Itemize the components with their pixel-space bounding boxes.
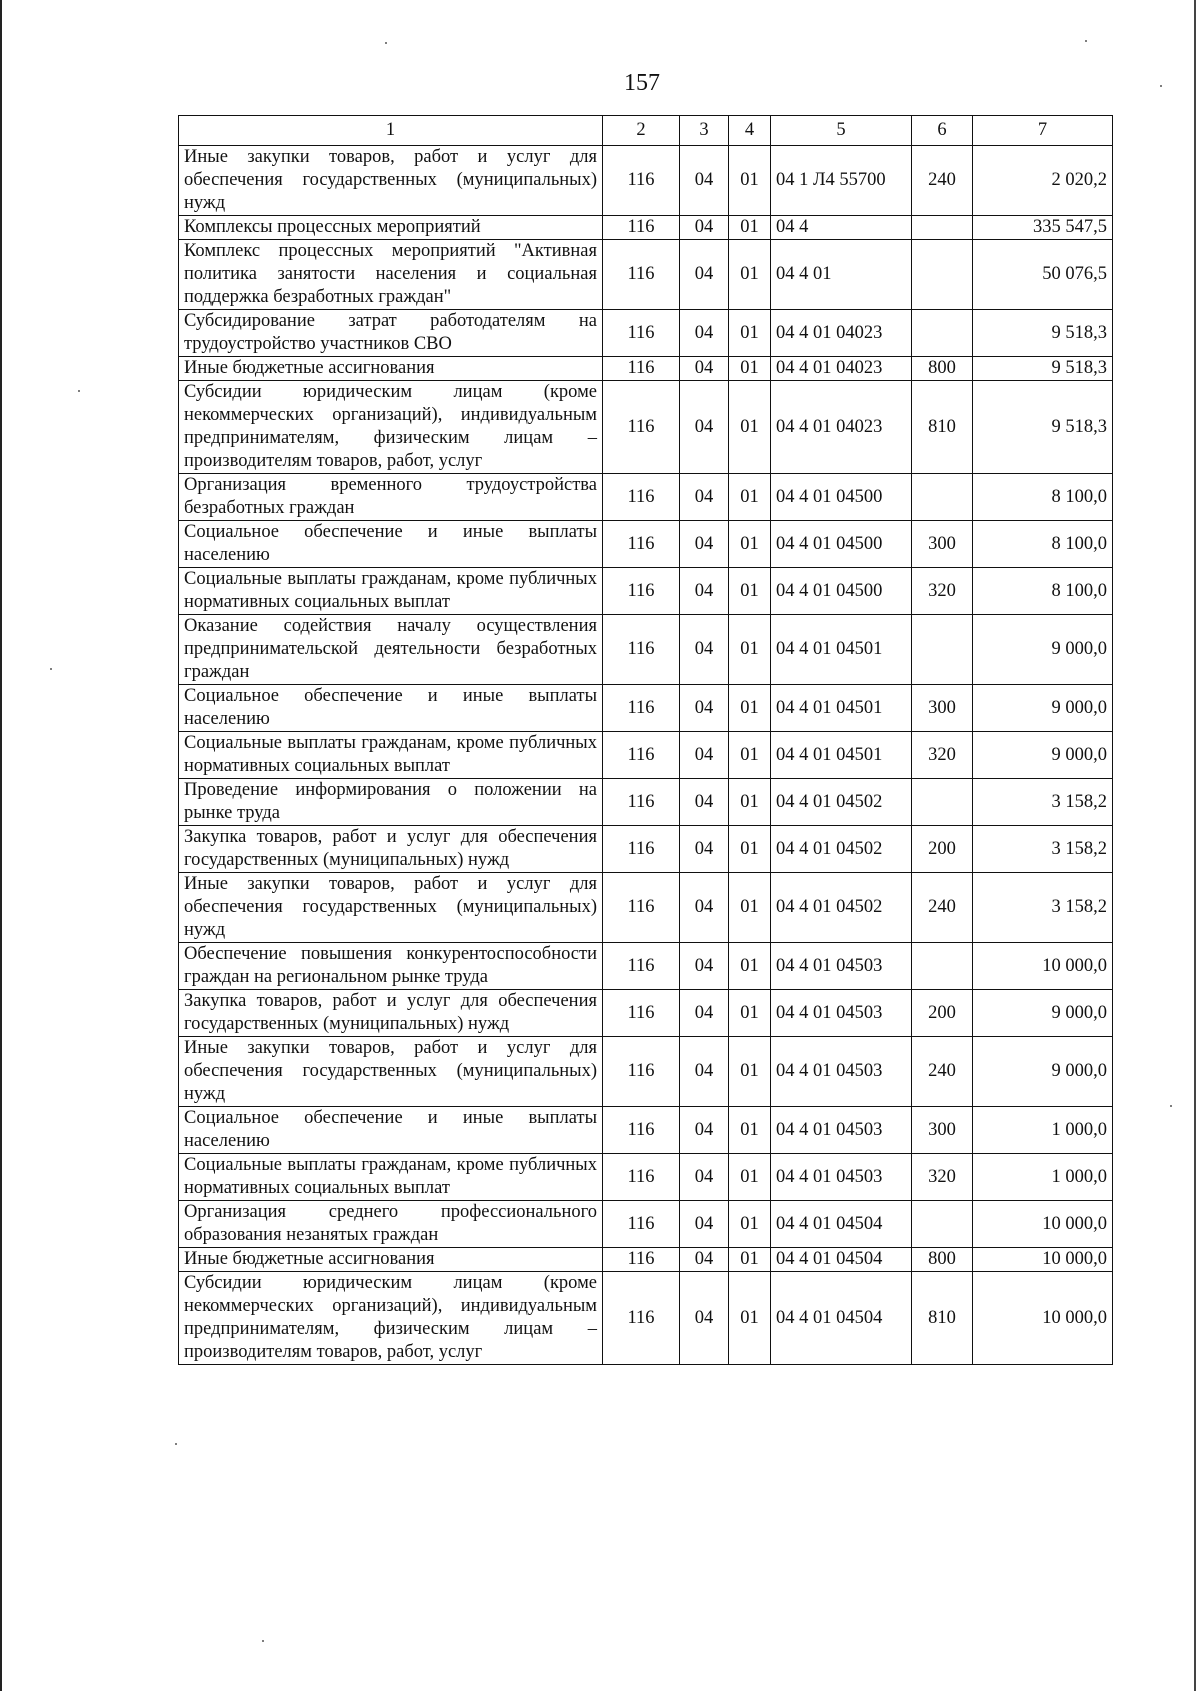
row-rz-cell: 04: [680, 310, 729, 357]
row-vr-cell: [912, 216, 973, 240]
row-vr-cell: 300: [912, 1107, 973, 1154]
row-name-cell: Социальное обеспечение и иные выплаты населению: [179, 1107, 603, 1154]
row-pr-cell: 01: [729, 216, 771, 240]
row-rz-cell: 04: [680, 240, 729, 310]
row-name-cell: Оказание содействия началу осуществления предпринимательской деятельности безработных граждан: [179, 615, 603, 685]
row-rz-cell: 04: [680, 568, 729, 615]
row-rz-cell: 04: [680, 1037, 729, 1107]
table-row: [179, 732, 1113, 779]
row-ved-cell: 116: [603, 568, 680, 615]
row-ved-cell: 116: [603, 146, 680, 216]
row-vr-cell: [912, 310, 973, 357]
row-ved-cell: 116: [603, 1248, 680, 1272]
row-name-cell: Социальное обеспечение и иные выплаты населению: [179, 685, 603, 732]
row-csr-cell: 04 4 01 04023: [771, 381, 912, 474]
table-row: [179, 216, 1113, 240]
row-amount-cell: 3 158,2: [973, 826, 1113, 873]
row-vr-cell: [912, 615, 973, 685]
row-amount-cell: 10 000,0: [973, 943, 1113, 990]
row-pr-cell: 01: [729, 357, 771, 381]
row-ved-cell: 116: [603, 826, 680, 873]
row-ved-cell: 116: [603, 1272, 680, 1365]
row-pr-cell: 01: [729, 615, 771, 685]
scan-speck: [262, 1640, 264, 1642]
row-pr-cell: 01: [729, 1154, 771, 1201]
row-pr-cell: 01: [729, 779, 771, 826]
row-ved-cell: 116: [603, 732, 680, 779]
row-name-cell: Организация среднего профессионального образования незанятых граждан: [179, 1201, 603, 1248]
row-amount-cell: 10 000,0: [973, 1248, 1113, 1272]
row-rz-cell: 04: [680, 474, 729, 521]
row-ved-cell: 116: [603, 216, 680, 240]
row-pr-cell: 01: [729, 826, 771, 873]
scan-edge-left: [0, 0, 2, 1691]
table-row: [179, 1248, 1113, 1272]
row-amount-cell: 3 158,2: [973, 873, 1113, 943]
row-pr-cell: 01: [729, 474, 771, 521]
row-ved-cell: 116: [603, 1154, 680, 1201]
row-amount-cell: 50 076,5: [973, 240, 1113, 310]
row-rz-cell: 04: [680, 381, 729, 474]
row-ved-cell: 116: [603, 943, 680, 990]
table-body: [179, 146, 1113, 1365]
table-row: [179, 1154, 1113, 1201]
row-name-cell: Закупка товаров, работ и услуг для обеспечения государственных (муниципальных) нужд: [179, 990, 603, 1037]
table-row: [179, 381, 1113, 474]
row-pr-cell: 01: [729, 873, 771, 943]
header-col-2: 2: [603, 116, 680, 146]
row-name-cell: Организация временного трудоустройства безработных граждан: [179, 474, 603, 521]
row-pr-cell: 01: [729, 1107, 771, 1154]
scan-speck: [175, 1443, 177, 1445]
header-row: [179, 116, 1113, 146]
row-csr-cell: 04 4 01 04504: [771, 1272, 912, 1365]
row-rz-cell: 04: [680, 216, 729, 240]
row-csr-cell: 04 4 01 04503: [771, 1107, 912, 1154]
row-name-cell: Комплексы процессных мероприятий: [179, 216, 603, 240]
row-pr-cell: 01: [729, 1037, 771, 1107]
row-ved-cell: 116: [603, 615, 680, 685]
row-amount-cell: 9 000,0: [973, 1037, 1113, 1107]
row-ved-cell: 116: [603, 1037, 680, 1107]
row-csr-cell: 04 4 01 04503: [771, 1154, 912, 1201]
row-csr-cell: 04 4 01 04504: [771, 1248, 912, 1272]
row-name-cell: Субсидирование затрат работодателям на трудоустройство участников СВО: [179, 310, 603, 357]
table-row: [179, 521, 1113, 568]
table-row: [179, 240, 1113, 310]
row-ved-cell: 116: [603, 310, 680, 357]
row-rz-cell: 04: [680, 943, 729, 990]
table-row: [179, 779, 1113, 826]
row-amount-cell: 2 020,2: [973, 146, 1113, 216]
row-name-cell: Комплекс процессных мероприятий "Активная политика занятости населения и социальная поддержка безработных граждан": [179, 240, 603, 310]
row-rz-cell: 04: [680, 146, 729, 216]
row-amount-cell: 9 518,3: [973, 381, 1113, 474]
table-row: [179, 943, 1113, 990]
row-pr-cell: 01: [729, 943, 771, 990]
row-name-cell: Проведение информирования о положении на рынке труда: [179, 779, 603, 826]
row-csr-cell: 04 4 01: [771, 240, 912, 310]
row-name-cell: Социальные выплаты гражданам, кроме публичных нормативных социальных выплат: [179, 1154, 603, 1201]
row-name-cell: Субсидии юридическим лицам (кроме некоммерческих организаций), индивидуальным предпринимателям, физическим лицам – производителям товаров, работ, услуг: [179, 1272, 603, 1365]
row-vr-cell: [912, 474, 973, 521]
row-amount-cell: 9 000,0: [973, 615, 1113, 685]
row-ved-cell: 116: [603, 474, 680, 521]
header-col-4: 4: [729, 116, 771, 146]
row-pr-cell: 01: [729, 1201, 771, 1248]
row-csr-cell: 04 4 01 04503: [771, 943, 912, 990]
table-row: [179, 474, 1113, 521]
row-rz-cell: 04: [680, 990, 729, 1037]
row-name-cell: Иные бюджетные ассигнования: [179, 1248, 603, 1272]
row-vr-cell: 200: [912, 990, 973, 1037]
row-rz-cell: 04: [680, 1107, 729, 1154]
row-ved-cell: 116: [603, 779, 680, 826]
row-vr-cell: 240: [912, 146, 973, 216]
row-rz-cell: 04: [680, 685, 729, 732]
table-row: [179, 1107, 1113, 1154]
row-amount-cell: 9 000,0: [973, 732, 1113, 779]
row-vr-cell: 810: [912, 381, 973, 474]
row-pr-cell: 01: [729, 1248, 771, 1272]
row-ved-cell: 116: [603, 521, 680, 568]
row-amount-cell: 9 518,3: [973, 357, 1113, 381]
row-amount-cell: 9 000,0: [973, 990, 1113, 1037]
row-rz-cell: 04: [680, 826, 729, 873]
header-col-7: 7: [973, 116, 1113, 146]
row-ved-cell: 116: [603, 381, 680, 474]
scan-speck: [50, 668, 52, 670]
row-csr-cell: 04 4 01 04501: [771, 685, 912, 732]
row-ved-cell: 116: [603, 1107, 680, 1154]
row-rz-cell: 04: [680, 1154, 729, 1201]
row-amount-cell: 1 000,0: [973, 1154, 1113, 1201]
row-pr-cell: 01: [729, 310, 771, 357]
row-amount-cell: 8 100,0: [973, 474, 1113, 521]
row-pr-cell: 01: [729, 568, 771, 615]
row-rz-cell: 04: [680, 1201, 729, 1248]
row-amount-cell: 8 100,0: [973, 568, 1113, 615]
table-header: [179, 116, 1113, 146]
row-pr-cell: 01: [729, 1272, 771, 1365]
table-row: [179, 1037, 1113, 1107]
row-name-cell: Иные закупки товаров, работ и услуг для обеспечения государственных (муниципальных) нужд: [179, 1037, 603, 1107]
row-name-cell: Закупка товаров, работ и услуг для обеспечения государственных (муниципальных) нужд: [179, 826, 603, 873]
header-col-3: 3: [680, 116, 729, 146]
row-amount-cell: 9 518,3: [973, 310, 1113, 357]
row-vr-cell: [912, 240, 973, 310]
row-vr-cell: [912, 779, 973, 826]
row-rz-cell: 04: [680, 357, 729, 381]
row-csr-cell: 04 4 01 04503: [771, 990, 912, 1037]
row-ved-cell: 116: [603, 990, 680, 1037]
row-amount-cell: 8 100,0: [973, 521, 1113, 568]
row-name-cell: Социальное обеспечение и иные выплаты населению: [179, 521, 603, 568]
row-rz-cell: 04: [680, 732, 729, 779]
row-csr-cell: 04 4 01 04504: [771, 1201, 912, 1248]
row-amount-cell: 1 000,0: [973, 1107, 1113, 1154]
row-csr-cell: 04 1 Л4 55700: [771, 146, 912, 216]
row-vr-cell: 320: [912, 732, 973, 779]
row-csr-cell: 04 4 01 04500: [771, 521, 912, 568]
row-csr-cell: 04 4: [771, 216, 912, 240]
row-csr-cell: 04 4 01 04503: [771, 1037, 912, 1107]
row-name-cell: Социальные выплаты гражданам, кроме публичных нормативных социальных выплат: [179, 568, 603, 615]
table-row: [179, 990, 1113, 1037]
table-row: [179, 146, 1113, 216]
row-pr-cell: 01: [729, 521, 771, 568]
row-vr-cell: 240: [912, 1037, 973, 1107]
row-pr-cell: 01: [729, 990, 771, 1037]
row-amount-cell: 10 000,0: [973, 1272, 1113, 1365]
row-pr-cell: 01: [729, 146, 771, 216]
row-name-cell: Иные закупки товаров, работ и услуг для обеспечения государственных (муниципальных) нужд: [179, 873, 603, 943]
table-row: [179, 826, 1113, 873]
row-pr-cell: 01: [729, 381, 771, 474]
row-amount-cell: 9 000,0: [973, 685, 1113, 732]
row-csr-cell: 04 4 01 04501: [771, 615, 912, 685]
row-csr-cell: 04 4 01 04500: [771, 568, 912, 615]
row-rz-cell: 04: [680, 615, 729, 685]
row-pr-cell: 01: [729, 240, 771, 310]
header-col-5: 5: [771, 116, 912, 146]
row-vr-cell: 300: [912, 521, 973, 568]
row-vr-cell: 810: [912, 1272, 973, 1365]
row-vr-cell: [912, 1201, 973, 1248]
table-row: [179, 357, 1113, 381]
table-row: [179, 568, 1113, 615]
row-csr-cell: 04 4 01 04502: [771, 779, 912, 826]
row-csr-cell: 04 4 01 04502: [771, 873, 912, 943]
page-number: 157: [624, 70, 660, 96]
row-rz-cell: 04: [680, 779, 729, 826]
row-vr-cell: 320: [912, 1154, 973, 1201]
row-ved-cell: 116: [603, 873, 680, 943]
row-ved-cell: 116: [603, 357, 680, 381]
row-ved-cell: 116: [603, 1201, 680, 1248]
scan-speck: [1170, 1105, 1172, 1107]
row-vr-cell: 300: [912, 685, 973, 732]
table-row: [179, 615, 1113, 685]
row-csr-cell: 04 4 01 04023: [771, 310, 912, 357]
table-row: [179, 873, 1113, 943]
row-csr-cell: 04 4 01 04500: [771, 474, 912, 521]
row-vr-cell: 800: [912, 357, 973, 381]
row-vr-cell: 200: [912, 826, 973, 873]
row-amount-cell: 10 000,0: [973, 1201, 1113, 1248]
scan-edge-right: [1194, 0, 1196, 1691]
row-pr-cell: 01: [729, 685, 771, 732]
table-row: [179, 310, 1113, 357]
row-vr-cell: [912, 943, 973, 990]
row-name-cell: Обеспечение повышения конкурентоспособности граждан на региональном рынке труда: [179, 943, 603, 990]
row-rz-cell: 04: [680, 1248, 729, 1272]
row-vr-cell: 320: [912, 568, 973, 615]
row-vr-cell: 800: [912, 1248, 973, 1272]
scan-speck: [385, 42, 387, 44]
header-col-6: 6: [912, 116, 973, 146]
row-pr-cell: 01: [729, 732, 771, 779]
row-csr-cell: 04 4 01 04501: [771, 732, 912, 779]
row-ved-cell: 116: [603, 240, 680, 310]
row-rz-cell: 04: [680, 521, 729, 568]
row-amount-cell: 3 158,2: [973, 779, 1113, 826]
table-row: [179, 685, 1113, 732]
row-csr-cell: 04 4 01 04023: [771, 357, 912, 381]
row-amount-cell: 335 547,5: [973, 216, 1113, 240]
header-col-1: 1: [179, 116, 603, 146]
row-vr-cell: 240: [912, 873, 973, 943]
row-rz-cell: 04: [680, 873, 729, 943]
budget-table: [178, 115, 1113, 1365]
row-ved-cell: 116: [603, 685, 680, 732]
row-name-cell: Социальные выплаты гражданам, кроме публичных нормативных социальных выплат: [179, 732, 603, 779]
row-name-cell: Иные бюджетные ассигнования: [179, 357, 603, 381]
row-csr-cell: 04 4 01 04502: [771, 826, 912, 873]
row-rz-cell: 04: [680, 1272, 729, 1365]
row-name-cell: Иные закупки товаров, работ и услуг для обеспечения государственных (муниципальных) нужд: [179, 146, 603, 216]
scan-speck: [78, 390, 80, 392]
row-name-cell: Субсидии юридическим лицам (кроме некоммерческих организаций), индивидуальным предпринимателям, физическим лицам – производителям товаров, работ, услуг: [179, 381, 603, 474]
scan-speck: [1085, 40, 1087, 42]
table-row: [179, 1272, 1113, 1365]
table-row: [179, 1201, 1113, 1248]
